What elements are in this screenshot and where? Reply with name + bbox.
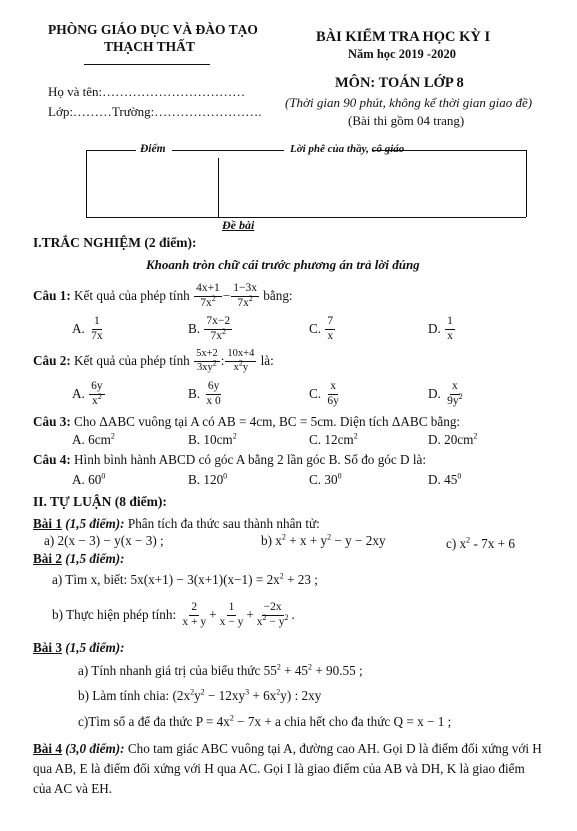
q2-option-d[interactable]: D. $\frac{x}{9y^2}$	[428, 380, 463, 407]
exam-label: Đề bài	[222, 218, 255, 232]
q4-option-a[interactable]: A. $60^0$	[72, 471, 106, 487]
q1-option-d[interactable]: D. $\frac{1}{x}$	[428, 315, 453, 342]
header-underline	[84, 64, 210, 65]
comment-label: Lời phê của thầy, cô giáo	[290, 143, 405, 155]
q2-option-c[interactable]: C. $\frac{x}{6y}$	[309, 380, 339, 407]
problem-4-line-3: của AC và EH.	[33, 781, 113, 796]
q2-option-b[interactable]: B. $\frac{6y}{x 0}$	[188, 380, 221, 407]
problem-2a: a) Tìm x, biết: $5x(x+1) - 3(x+1)(x-1) = 2x^2 + 23$ ;	[52, 571, 318, 587]
exam-title: BÀI KIỂM TRA HỌC KỲ I	[316, 29, 491, 45]
problem-1c: c) $x^2 - 7x + 6$	[446, 535, 515, 551]
problem-3a: a) Tính nhanh giá trị của biểu thức $55^2 + 45^2 + 90.55$ ;	[78, 662, 363, 678]
part2-heading: II. TỰ LUẬN (8 điểm):	[33, 494, 167, 509]
q4-option-c[interactable]: C. $30^0$	[309, 471, 342, 487]
problem-2: Bài 2 (1,5 điểm):	[33, 551, 125, 566]
q3-option-a[interactable]: A. $6cm^2$	[72, 431, 115, 447]
question-4: Câu 4: Hình bình hành ABCD có góc A bằng 2 lần góc B. Số đo góc D là:	[33, 452, 427, 467]
problem-3c: c)Tìm số a để đa thức $P = 4x^2 - 7x + a$ chia hết cho đa thức Q = x − 1 ;	[78, 713, 452, 729]
subject-title: MÔN: TOÁN LỚP 8	[335, 75, 464, 91]
school-year: Năm học 2019 -2020	[348, 47, 456, 61]
q3-option-d[interactable]: D. $20cm^2$	[428, 431, 478, 447]
problem-3: Bài 3 (1,5 điểm):	[33, 640, 125, 655]
q3-option-b[interactable]: B. $10cm^2$	[188, 431, 237, 447]
q1-option-c[interactable]: C. $\frac{7}{x}$	[309, 315, 334, 342]
problem-1a: a) 2(x − 3) − y(x − 3) ;	[44, 533, 164, 548]
problem-1: Bài 1 (1,5 điểm): Phân tích đa thức sau thành nhân tử:	[33, 516, 320, 531]
problem-3b: b) Làm tính chia: $(2x^2y^2 - 12xy^3 + 6x^2y)$ : 2xy	[78, 687, 322, 703]
q1-option-b[interactable]: B. $\frac{7x-2}{7x^2}$	[188, 315, 231, 342]
pages-note: (Bài thi gồm 04 trang)	[348, 113, 465, 128]
question-2: Câu 2: Kết quả của phép tính $\frac{5x+2}{3xy^2}$ : $\frac{10x+4}{x^2y}$ là:	[33, 348, 274, 373]
class-field: Lớp:………Trường:…………………….	[48, 104, 262, 119]
q1-option-a[interactable]: A. $\frac{1}{7x}$	[72, 315, 103, 342]
problem-4-line-2: qua AB, E là điểm đối xứng với H qua AC. Gọi I là giao điểm của AB và DH, K là giao điểm	[33, 761, 525, 776]
problem-1b: b) $x^2 + x + y^2 - y - 2xy$	[261, 532, 386, 548]
q4-option-d[interactable]: D. $45^0$	[428, 471, 462, 487]
name-field: Họ và tên:……………………………	[48, 84, 246, 99]
department-name: PHÒNG GIÁO DỤC VÀ ĐÀO TẠO	[48, 22, 258, 37]
district-name: THẠCH THẤT	[104, 39, 195, 54]
q4-option-b[interactable]: B. $120^0$	[188, 471, 228, 487]
part1-heading: I.TRẮC NGHIỆM (2 điểm):	[33, 235, 197, 250]
q3-option-c[interactable]: C. $12cm^2$	[309, 431, 358, 447]
time-note: (Thời gian 90 phút, không kể thời gian giao đề)	[285, 95, 533, 110]
problem-4-line-1: Bài 4 (3,0 điểm): Cho tam giác ABC vuông tại A, đường cao AH. Gọi D là điểm đối xứng với H	[33, 741, 542, 756]
q2-option-a[interactable]: A. $\frac{6y}{x^2}$	[72, 380, 103, 407]
part1-instruction: Khoanh tròn chữ cái trước phương án trả lời đúng	[146, 257, 420, 272]
question-1: Câu 1: Kết quả của phép tính $\frac{4x+1}{7x^2}$ − $\frac{1-3x}{7x^2}$ bằng:	[33, 282, 293, 309]
score-label: Điểm	[140, 143, 166, 155]
question-3: Câu 3: Cho ΔABC vuông tại A có AB = 4cm, BC = 5cm. Diện tích ΔABC bằng:	[33, 414, 461, 429]
problem-2b: b) Thực hiện phép tính: $\frac{2}{x + y}$ + $\frac{1}{x - y}$ + $\frac{-2x}{x^2 - y^2}$ .	[52, 601, 295, 628]
